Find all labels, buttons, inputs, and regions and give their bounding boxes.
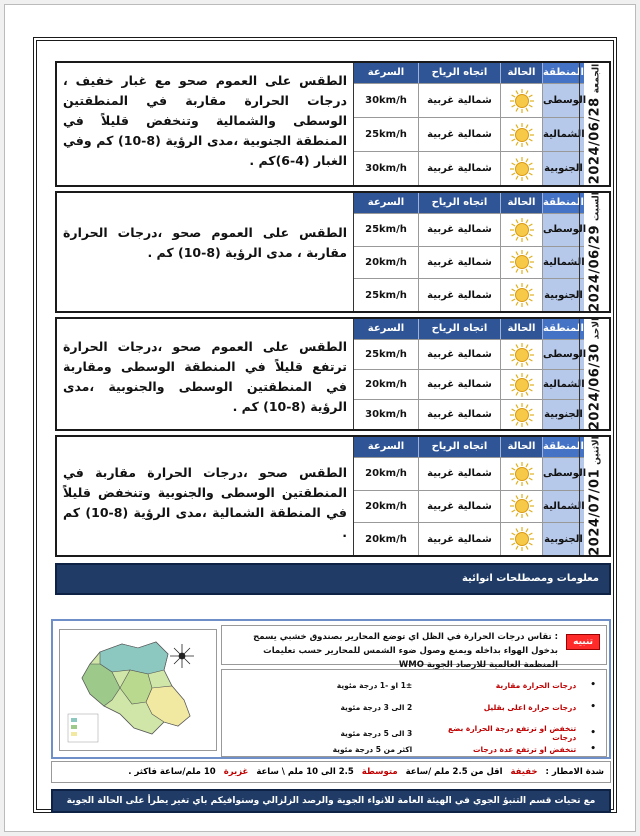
speed-label: 20km/h (365, 379, 407, 390)
term-meaning: اكثر من 5 درجة مئوية (332, 744, 413, 754)
wind-dir-cell (418, 279, 500, 311)
speed-cell (354, 247, 418, 279)
region-label: الشمالية (543, 129, 585, 140)
header-region: المنطقة (542, 319, 584, 339)
day-block (55, 191, 611, 313)
region-cell (542, 458, 587, 490)
region-label: الشمالية (543, 500, 585, 512)
status-cell (500, 370, 542, 399)
sun-icon (507, 282, 537, 308)
day-description: الطقس صحو ،درجات الحرارة مقاربة في المنطقتين الوسطى والجنوبية وتنخفض قليلاً في المنطقة الشمالية ،مدى الرؤية (8-10) كم . (63, 465, 347, 540)
sun-icon (507, 526, 537, 552)
day-description: الطقس على العموم صحو مع غبار خفيف ، درجات الحرارة مقاربة في المنطقتين الوسطى والشمالية وتنخفض قليلاً في المنطقة الجنوبية ،مدى الرؤية (8-10) كم وفي الغبار (4-6)كم . (63, 73, 348, 168)
iraq-region-map (59, 629, 217, 751)
bullet-icon: • (590, 702, 596, 712)
bulletin-page (4, 4, 636, 832)
sun-icon (507, 122, 537, 148)
rain-heavy-label: غزيرة (223, 767, 249, 777)
region-label: الوسطى (543, 95, 587, 106)
header-region: المنطقة (542, 193, 584, 213)
speed-label: 30km/h (365, 95, 407, 106)
table-header (354, 63, 584, 83)
list-item (262, 680, 596, 690)
header-wind-dir: اتجاه الرياح (418, 437, 500, 457)
wind-dir-cell (418, 458, 500, 490)
table-header (354, 437, 584, 457)
region-label: الجنوبية (544, 163, 583, 174)
day-name: الاحد (591, 317, 601, 340)
forecast-table (353, 437, 587, 555)
wind-dir-cell (418, 84, 500, 117)
region-cell (542, 279, 584, 311)
speed-label: 20km/h (365, 256, 407, 268)
wind-dir-cell (418, 491, 500, 523)
speed-cell (354, 491, 418, 523)
region-cell (542, 118, 584, 151)
alert-tag: تنبيه (566, 634, 600, 650)
header-wind-dir: اتجاه الرياح (418, 63, 500, 83)
alert-note (221, 625, 607, 670)
speed-cell (354, 152, 418, 185)
rain-heavy-value: 10 ملم/ساعة فاكثر . (128, 767, 216, 777)
speed-cell (354, 118, 418, 151)
table-row (354, 457, 587, 490)
header-status: الحالة (500, 63, 542, 83)
table-row (354, 246, 584, 279)
sun-icon (507, 217, 537, 243)
term-meaning: 2 الى 3 درجة مئوية (340, 702, 413, 712)
wind-dir-label: شمالية غربية (427, 256, 492, 268)
header-speed: السرعة (367, 323, 405, 334)
region-cell (542, 523, 584, 555)
header-region: المنطقة (542, 63, 584, 83)
sun-icon (507, 372, 537, 398)
wind-dir-cell (418, 400, 500, 429)
sun-icon (507, 461, 537, 487)
status-cell (500, 152, 542, 185)
rain-light-label: خفيفة (510, 767, 538, 777)
header-wind-dir: اتجاه الرياح (418, 193, 500, 213)
list-item (262, 724, 596, 742)
term-label: درجات حرارة اعلى بقليل (483, 702, 577, 712)
term-label: درجات الحرارة مقاربة (495, 680, 577, 690)
sun-icon (507, 249, 537, 275)
wind-dir-label: شمالية غربية (427, 409, 492, 420)
bullet-icon: • (590, 680, 596, 690)
date-column (579, 437, 609, 555)
wind-dir-label: شمالية غربية (427, 468, 492, 480)
region-cell (542, 400, 584, 429)
day-block (55, 61, 611, 187)
region-label: الوسطى (543, 224, 587, 236)
wind-dir-cell (418, 214, 500, 246)
day-date: 2024/06/28 (587, 97, 602, 185)
wind-dir-label: شمالية غربية (427, 95, 492, 106)
region-label: الجنوبية (544, 289, 583, 301)
table-header (354, 319, 584, 339)
speed-label: 30km/h (365, 409, 407, 420)
list-item (262, 744, 596, 754)
speed-label: 25km/h (365, 289, 407, 301)
speed-cell (354, 279, 418, 311)
term-meaning: 3 الى 5 درجة مئوية (340, 728, 413, 738)
speed-cell (354, 214, 418, 246)
speed-cell (354, 523, 418, 555)
region-label: الشمالية (543, 379, 585, 390)
header-status: الحالة (500, 193, 542, 213)
bulletin-frame (33, 37, 617, 813)
header-status: الحالة (500, 319, 542, 339)
header-speed: السرعة (367, 67, 405, 78)
forecast-table (353, 63, 587, 185)
wind-dir-cell (418, 118, 500, 151)
info-panel (51, 619, 611, 759)
header-wind-dir: اتجاه الرياح (418, 319, 500, 339)
status-cell (500, 214, 542, 246)
region-cell (542, 84, 587, 117)
wind-dir-label: شمالية غربية (427, 163, 492, 174)
status-cell (500, 279, 542, 311)
region-cell (542, 491, 584, 523)
region-cell (542, 247, 584, 279)
bullet-icon: • (590, 728, 596, 738)
rain-moderate-label: متوسطة (361, 767, 398, 777)
info-banner (55, 563, 611, 595)
sun-icon (507, 342, 537, 368)
header-region: المنطقة (542, 437, 584, 457)
day-name: السبت (591, 192, 601, 221)
table-row (354, 117, 584, 151)
forecast-table (353, 319, 587, 429)
status-cell (500, 400, 542, 429)
region-cell (542, 152, 584, 185)
wind-dir-cell (418, 370, 500, 399)
term-meaning: 1± او -1 درجة مئوية (336, 680, 413, 690)
status-cell (500, 458, 542, 490)
rain-light-value: اقل من 2.5 ملم /ساعة (405, 767, 503, 777)
date-column (579, 63, 609, 185)
table-row (354, 522, 584, 555)
table-row (354, 83, 587, 117)
table-header (354, 193, 584, 213)
day-date: 2024/06/29 (587, 224, 602, 312)
region-label: الوسطى (543, 349, 587, 360)
speed-cell (354, 84, 418, 117)
wind-dir-label: شمالية غربية (427, 129, 492, 140)
region-label: الوسطى (543, 468, 587, 480)
day-block (55, 435, 611, 557)
table-row (354, 213, 587, 246)
day-date: 2024/06/30 (587, 343, 602, 431)
table-row (354, 399, 584, 429)
rain-moderate-value: 2.5 الى 10 ملم \ ساعة (256, 767, 354, 777)
wind-dir-cell (418, 247, 500, 279)
wind-dir-label: شمالية غربية (427, 289, 492, 301)
rain-intensity-row (51, 761, 611, 783)
header-speed: السرعة (367, 197, 405, 208)
day-date: 2024/07/01 (587, 468, 602, 556)
forecast-table (353, 193, 587, 311)
bullet-icon: • (590, 744, 596, 754)
rain-label: شدة الامطار : (545, 767, 604, 777)
speed-cell (354, 340, 418, 369)
region-cell (542, 214, 587, 246)
wind-dir-label: شمالية غربية (427, 500, 492, 512)
speed-label: 20km/h (365, 500, 407, 512)
table-row (354, 369, 584, 399)
wind-dir-label: شمالية غربية (427, 349, 492, 360)
date-column (579, 319, 609, 429)
status-cell (500, 118, 542, 151)
sun-icon (507, 493, 537, 519)
day-description: الطقس على العموم صحو ،درجات الحرارة مقاربة ، مدى الرؤية (8-10) كم . (63, 225, 347, 260)
footer-banner: مع تحيات قسم التنبؤ الجوي في الهيئة العامة للانواء الجوية والرصد الزلزالي وسنوافيكم باي تغير يطرأ على الحالة الجوية (51, 789, 611, 813)
table-row (354, 278, 584, 311)
sun-icon (507, 156, 537, 182)
status-cell (500, 523, 542, 555)
status-cell (500, 491, 542, 523)
status-cell (500, 84, 542, 117)
table-row (354, 490, 584, 523)
speed-label: 25km/h (365, 224, 407, 236)
sun-icon (507, 88, 537, 114)
header-status: الحالة (500, 437, 542, 457)
speed-label: 30km/h (365, 163, 407, 174)
sun-icon (507, 402, 537, 428)
list-item (262, 702, 596, 712)
day-description: الطقس على العموم صحو ،درجات الحرارة ترتفع قليلاً في المنطقة الوسطى ومقاربة في المنطقتين الوسطى والجنوبية ،مدى الرؤية (8-10) كم . (63, 339, 347, 414)
term-label: تنخفض او ترتفع درجة الحرارة بضع درجات (447, 724, 577, 742)
day-name: الجمعة (591, 63, 601, 94)
region-cell (542, 340, 587, 369)
day-name: الاثنين (591, 436, 601, 465)
wind-dir-label: شمالية غربية (427, 533, 492, 545)
speed-label: 20km/h (365, 468, 407, 480)
region-cell (542, 370, 584, 399)
speed-label: 20km/h (365, 533, 407, 545)
banner-title: معلومات ومصطلحات انوائية (461, 573, 599, 584)
wind-dir-label: شمالية غربية (427, 379, 492, 390)
region-label: الجنوبية (544, 409, 583, 420)
wind-dir-cell (418, 152, 500, 185)
status-cell (500, 247, 542, 279)
speed-cell (354, 370, 418, 399)
table-row (354, 151, 584, 185)
speed-cell (354, 400, 418, 429)
speed-label: 25km/h (365, 349, 407, 360)
term-label: تنخفض او ترتفع عدة درجات (473, 744, 577, 754)
table-row (354, 339, 587, 369)
region-label: الجنوبية (544, 533, 583, 545)
speed-cell (354, 458, 418, 490)
speed-label: 25km/h (365, 129, 407, 140)
wind-dir-label: شمالية غربية (427, 224, 492, 236)
status-cell (500, 340, 542, 369)
wind-dir-cell (418, 523, 500, 555)
terms-list (221, 669, 607, 757)
day-block (55, 317, 611, 431)
date-column (579, 193, 609, 311)
region-label: الشمالية (543, 256, 585, 268)
alert-text: : تقاس درجات الحرارة في الظل اي توضع المحارير بصندوق خشبي يسمح بدخول الهواء بداخله ويمنع وصول ضوء الشمس للمحارير حسب تعليمات المنظمة العالمية للارصاد الجوية WMO (253, 632, 558, 670)
wind-dir-cell (418, 340, 500, 369)
header-speed: السرعة (367, 441, 405, 452)
